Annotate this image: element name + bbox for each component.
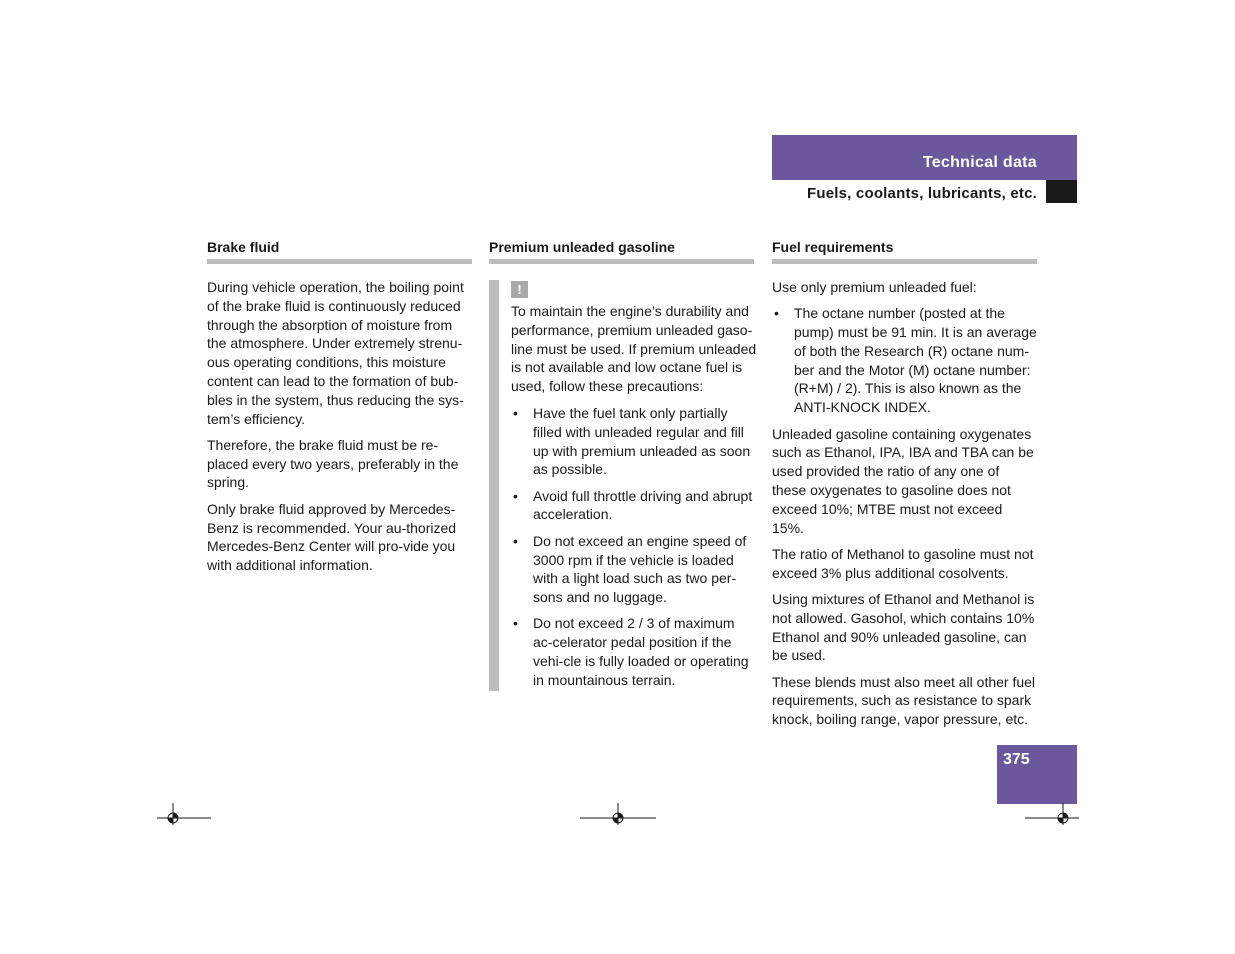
fuel-requirements-paragraph: These blends must also meet all other fuel requirements, such as resistance to spark knock, boiling range, vapor pressure, etc. xyxy=(772,673,1036,728)
list-item xyxy=(511,614,757,689)
bullet-icon: • xyxy=(513,532,518,549)
warning-box xyxy=(511,280,757,697)
brake-fluid-paragraph: Therefore, the brake fluid must be re-placed every two years, preferably in the spring. xyxy=(207,436,459,491)
registration-mark-icon xyxy=(1025,803,1079,825)
section-title: Technical data xyxy=(922,154,1037,171)
brake-fluid-paragraph: During vehicle operation, the boiling point of the brake fluid is continuously reduced through the absorption of moisture from the atmosphere. Under extremely strenu-ous operating conditions, this moisture content can lead to the formation of bub-bles in the system, thus reducing the sys-tem’s efficiency. xyxy=(207,279,464,427)
warning-sidebar xyxy=(489,280,499,691)
premium-gasoline-column xyxy=(489,239,754,278)
fuel-requirements-bullet-list xyxy=(772,304,1037,417)
subsection-title: Fuels, coolants, lubricants, etc. xyxy=(807,185,1037,202)
list-item xyxy=(772,304,1037,417)
brake-fluid-column xyxy=(207,239,472,582)
page-number: 375 xyxy=(1003,751,1030,768)
bullet-icon: • xyxy=(513,487,518,504)
warning-bullet-list xyxy=(511,404,757,690)
brake-fluid-paragraph: Only brake fluid approved by Mercedes-Benz is recommended. Your au-thorized Mercedes-Benz Center will pro-vide you with additional information. xyxy=(207,500,457,574)
fuel-requirements-intro: Use only premium unleaded fuel: xyxy=(772,279,977,295)
list-item xyxy=(511,404,757,479)
warning-intro: To maintain the engine’s durability and performance, premium unleaded gaso-line must be used. If premium unleaded is not available and low octane fuel is used, follow these precautions: xyxy=(511,303,757,395)
list-item-text: The octane number (posted at the pump) must be 91 min. It is an average of both the Research (R) octane num-ber and the Motor (M) octane number: (R+M) / 2). This is also known as the ANTI-KNOCK INDEX. xyxy=(794,305,1037,416)
exclamation-icon: ! xyxy=(511,281,528,298)
thumb-tab-marker xyxy=(1046,180,1077,203)
list-item-text: Avoid full throttle driving and abrupt acceleration. xyxy=(533,487,753,523)
page-number-band xyxy=(997,745,1077,804)
fuel-requirements-column xyxy=(772,239,1037,737)
registration-mark-icon xyxy=(157,803,211,825)
premium-gasoline-heading: Premium unleaded gasoline xyxy=(489,239,754,264)
fuel-requirements-paragraph: Unleaded gasoline containing oxygenates such as Ethanol, IPA, IBA and TBA can be used provided the ratio of any one of these oxygenates to gasoline does not exceed 10%; MTBE must not exceed 15%. xyxy=(772,425,1034,536)
fuel-requirements-paragraph: The ratio of Methanol to gasoline must not exceed 3% plus additional cosolvents. xyxy=(772,545,1034,581)
fuel-requirements-paragraph: Using mixtures of Ethanol and Methanol is not allowed. Gasohol, which contains 10% Ethanol and 90% unleaded gasoline, can be used. xyxy=(772,590,1035,664)
bullet-icon: • xyxy=(513,404,518,421)
fuel-requirements-heading: Fuel requirements xyxy=(772,239,1037,264)
section-header-band xyxy=(772,135,1077,180)
list-item xyxy=(511,532,757,607)
list-item-text: Do not exceed an engine speed of 3000 rpm if the vehicle is loaded with a light load such as two per-sons and no luggage. xyxy=(533,532,747,606)
list-item-text: Do not exceed 2 / 3 of maximum ac-celerator pedal position if the vehi-cle is fully loaded or operating in mountainous terrain. xyxy=(533,615,749,688)
registration-mark-icon xyxy=(580,803,656,825)
bullet-icon: • xyxy=(513,615,518,632)
list-item-text: Have the fuel tank only partially filled with unleaded regular and fill up with premium unleaded as soon as possible. xyxy=(533,404,751,478)
bullet-icon: • xyxy=(774,305,779,322)
brake-fluid-heading: Brake fluid xyxy=(207,239,472,264)
list-item xyxy=(511,487,757,525)
